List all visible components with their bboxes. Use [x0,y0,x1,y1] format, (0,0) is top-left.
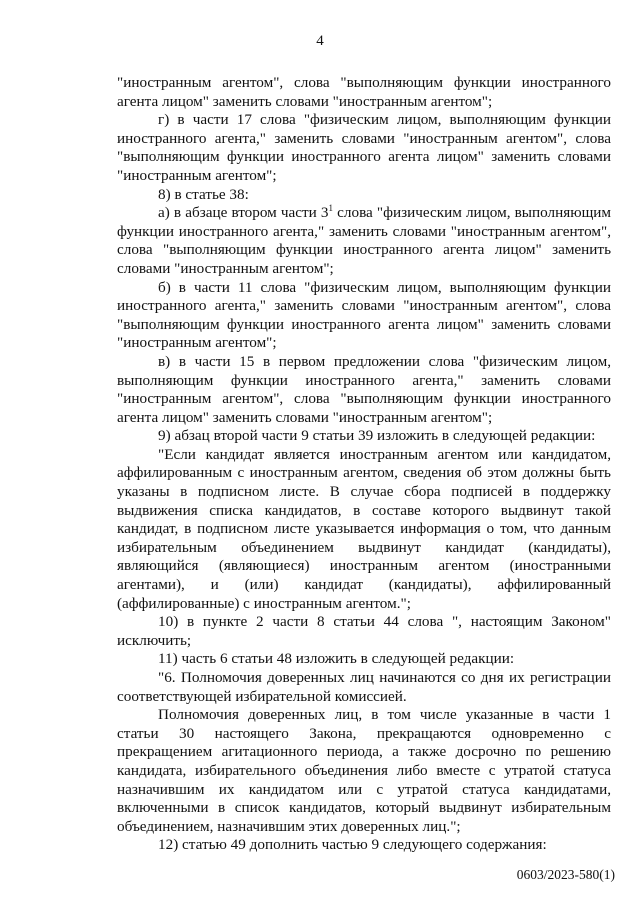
text-line [117,706,611,725]
text-line [117,595,611,614]
text-line [117,836,611,855]
text-line-content: исключить; [117,631,192,649]
text-line [117,390,611,409]
text-line [117,650,611,669]
text-line [117,762,611,781]
text-line [117,557,611,576]
text-line-content: иностранного агента," заменить словами "иностранным агентом", слова [117,297,611,315]
text-line-content: а) в абзаце втором части 3 [158,204,329,222]
text-line [117,446,611,465]
text-line [117,241,611,260]
text-line-content: включенными в список кандидатов, который выдвинут избирательным [117,799,611,817]
text-line [117,223,611,242]
text-line-content: г) в части 17 слова "физическим лицом, выполняющим функции [158,111,611,129]
text-line-content: агентами), и (или) кандидат (кандидаты), аффилированный [117,576,611,594]
text-line [117,260,611,279]
text-line [117,781,611,800]
text-line [117,520,611,539]
text-line-content: "выполняющим функции иностранного агента лицом" заменить словами [117,315,611,333]
text-line [117,148,611,167]
text-line-content: агента лицом" заменить словами "иностранным агентом"; [117,92,493,110]
text-line [117,632,611,651]
text-line-content: прекращением агитационного периода, а также досрочно по решению [117,743,611,761]
text-line-content: указаны в подписном листе. В случае сбора подписей в поддержку [117,483,611,501]
text-line-content: избирательным объединением выдвинут кандидат (кандидаты), [117,538,611,556]
text-line [117,669,611,688]
text-line [117,613,611,632]
page-number: 4 [316,33,324,49]
text-line [117,576,611,595]
text-line-content: 9) абзац второй части 9 статьи 39 изложить в следующей редакции: [158,427,596,445]
text-line [117,353,611,372]
text-line [117,427,611,446]
text-line [117,130,611,149]
text-line [117,167,611,186]
text-line [117,279,611,298]
text-line [117,799,611,818]
text-line-content: статьи 30 настоящего Закона, прекращаются одновременно с [117,724,611,742]
text-line-content: кандидат, в подписном листе указывается информация о том, что данным [117,520,611,538]
text-line [117,483,611,502]
text-line [117,297,611,316]
text-line-content: "иностранным агентом"; [117,334,277,352]
text-line-content: "иностранным агентом", слова "выполняющим функции иностранного [117,74,611,91]
text-line-content: являющийся (являющиеся) иностранным агентом (иностранными [117,557,611,575]
superscript: 1 [328,203,334,214]
text-line-content: иностранного агента," заменить словами "иностранным агентом", слова [117,129,611,147]
text-line-content: "выполняющим функции иностранного агента лицом" заменить словами [117,148,611,166]
text-line-content: кандидата, избирательного объединения либо вместе с утратой статуса [117,761,611,779]
text-line-content: слова "выполняющим функции иностранного агента лицом" заменить [117,241,611,259]
text-line [117,688,611,707]
text-line [117,93,611,112]
text-line [117,372,611,391]
text-line-content: 8) в статье 38: [158,185,249,203]
text-line-content: соответствующей избирательной комиссией. [117,687,407,705]
text-line [117,204,611,223]
text-line [117,186,611,205]
document-code: 0603/2023-580(1) [516,867,615,882]
text-line-content: 11) часть 6 статьи 48 изложить в следующей редакции: [158,650,515,668]
text-line [117,502,611,521]
text-line-content: объединением, назначившим этих доверенных лиц."; [117,817,461,835]
text-line-content: словами "иностранным агентом"; [117,259,334,277]
text-line-content: 10) в пункте 2 части 8 статьи 44 слова ", настоящим Законом" [158,613,611,631]
text-line-content: агента лицом" заменить словами "иностранным агентом"; [117,408,493,426]
text-line-content: 12) статью 49 дополнить частью 9 следующего содержания: [158,836,547,854]
text-line-content: "иностранным агентом", слова "выполняющим функции иностранного [117,390,611,408]
text-line-content: выдвижения списка кандидатов, в составе которого выдвинут такой [117,501,611,519]
text-line-content: в) в части 15 в первом предложении слова "физическим лицом, [158,352,611,370]
text-line-content: назначившим их кандидатом или с утратой статуса кандидатами, [117,780,611,798]
text-line-content: слова "физическим лицом, выполняющим [333,204,612,222]
text-line [117,464,611,483]
text-line [117,539,611,558]
text-line-content: аффилированным с иностранным агентом, сведения об этом должны быть [117,464,611,482]
text-line [117,818,611,837]
text-line-content: б) в части 11 слова "физическим лицом, выполняющим функции [158,278,611,296]
text-line [117,316,611,335]
text-line-content: выполняющим функции иностранного агента," заменить словами [117,371,611,389]
text-line-content: (аффилированные) с иностранным агентом."; [117,594,411,612]
text-line [117,725,611,744]
text-line-content: "6. Полномочия доверенных лиц начинаются со дня их регистрации [158,669,611,686]
text-line-content: "иностранным агентом"; [117,166,277,184]
text-line-content: функции иностранного агента," заменить словами "иностранным агентом", [117,222,611,240]
text-line [117,111,611,130]
text-line [117,74,611,93]
document-body [117,74,611,855]
text-line-content: "Если кандидат является иностранным агентом или кандидатом, [158,445,611,463]
text-line [117,409,611,428]
text-line [117,334,611,353]
text-line-content: Полномочия доверенных лиц, в том числе указанные в части 1 [158,706,611,724]
text-line [117,743,611,762]
